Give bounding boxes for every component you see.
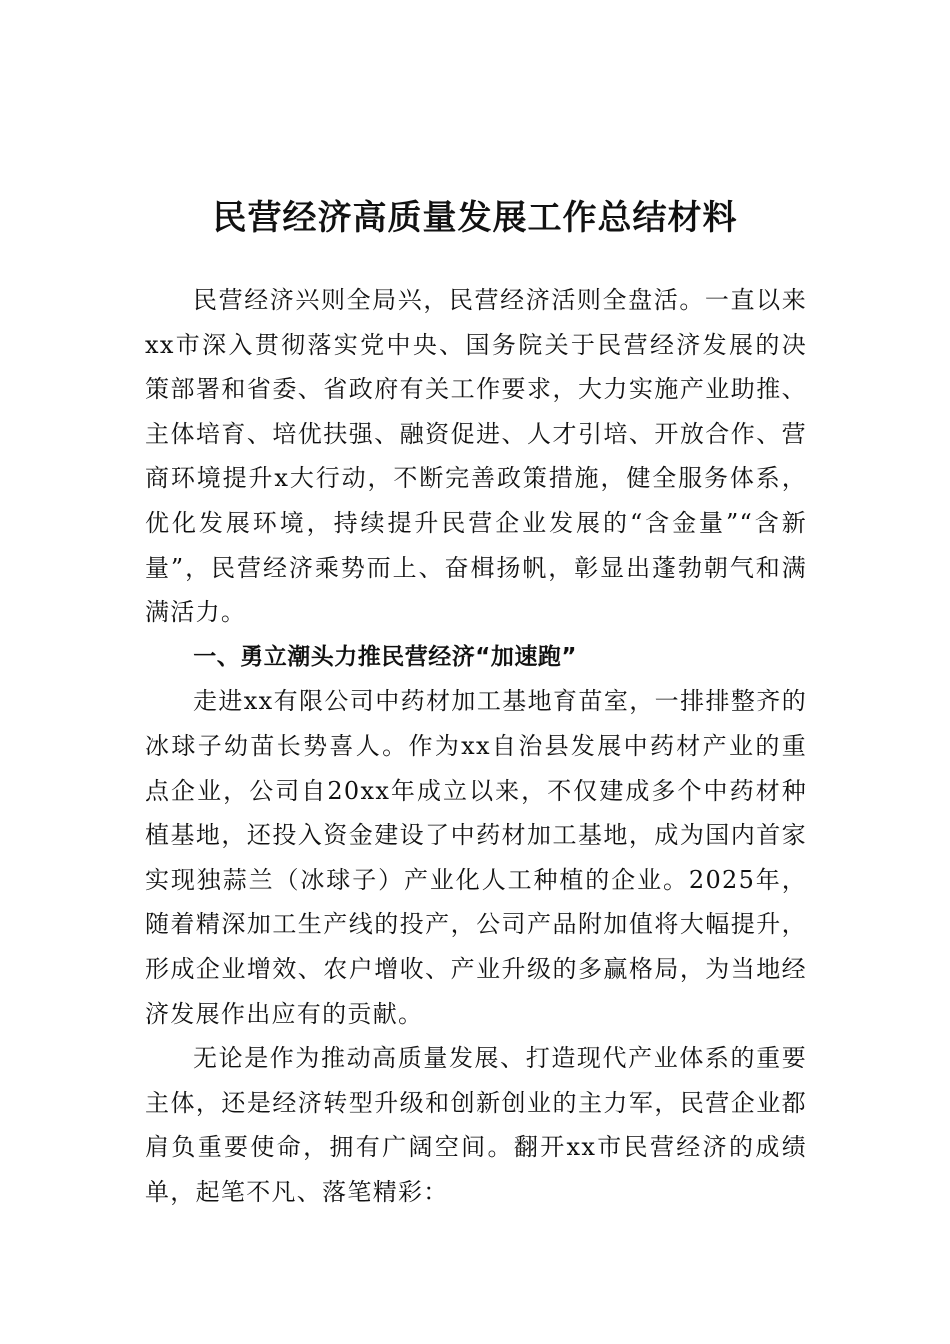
document-body	[145, 278, 807, 1214]
section-heading-1: 一、勇立潮头力推民营经济“加速跑”	[193, 643, 578, 670]
paragraph-intro: 民营经济兴则全局兴，民营经济活则全盘活。一直以来xx市深入贯彻落实党中央、国务院关于民营经济发展的决策部署和省委、省政府有关工作要求，大力实施产业助推、主体培育、培优扶强、融资促进、人才引培、开放合作、营商环境提升x大行动，不断完善政策措施，健全服务体系，优化发展环境，持续提升民营企业发展的“含金量”“含新量”，民营经济乘势而上、奋楫扬帆，彰显出蓬勃朝气和满满活力。	[145, 286, 807, 627]
paragraph-company-example: 走进xx有限公司中药材加工基地育苗室，一排排整齐的冰球子幼苗长势喜人。作为xx自治县发展中药材产业的重点企业，公司自20xx年成立以来，不仅建成多个中药材种植基地，还投入资金建设了中药材加工基地，成为国内首家实现独蒜兰（冰球子）产业化人工种植的企业。2025年，随着精深加工生产线的投产，公司产品附加值将大幅提升，形成企业增效、农户增收、产业升级的多赢格局，为当地经济发展作出应有的贡献。	[145, 687, 807, 1028]
paragraph-scorecard: 无论是作为推动高质量发展、打造现代产业体系的重要主体，还是经济转型升级和创新创业的主力军，民营企业都肩负重要使命，拥有广阔空间。翻开xx市民营经济的成绩单，起笔不凡、落笔精彩：	[145, 1044, 807, 1206]
document-title: 民营经济高质量发展工作总结材料	[212, 197, 738, 238]
